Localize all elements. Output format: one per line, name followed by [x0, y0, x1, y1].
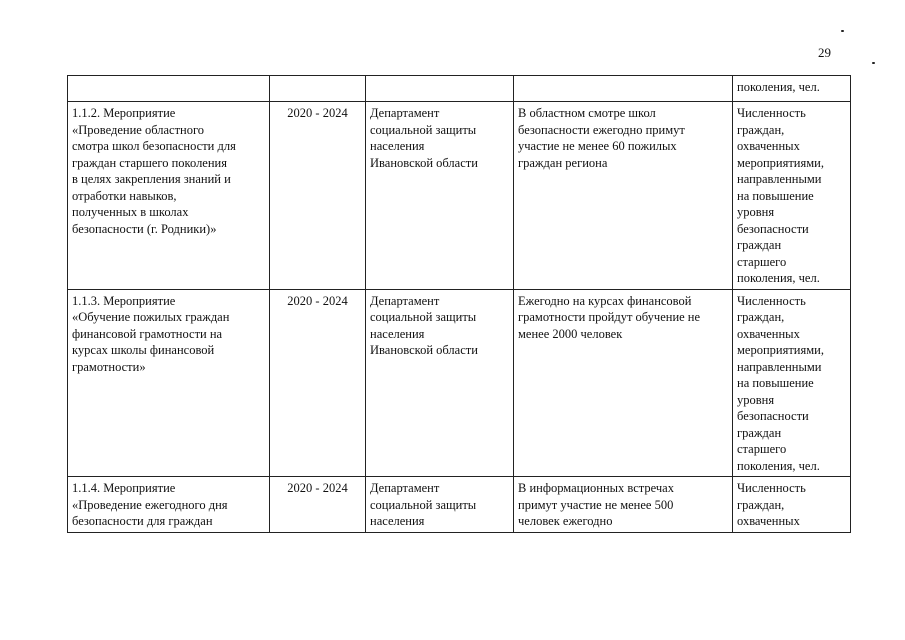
indicator-cell: Численность граждан, охваченных мероприятиями, направленными на повышение уровня безопасности граждан старшего поколения, чел.	[733, 102, 851, 290]
table-row	[68, 102, 851, 290]
result-cell: В областном смотре школ безопасности ежегодно примут участие не менее 60 пожилых граждан региона	[514, 102, 733, 290]
result-cell: Ежегодно на курсах финансовой грамотности пройдут обучение не менее 2000 человек	[514, 289, 733, 477]
period-cell: 2020 - 2024	[270, 477, 366, 533]
event-cell: 1.1.3. Мероприятие «Обучение пожилых граждан финансовой грамотности на курсах школы финансовой грамотности»	[68, 289, 270, 477]
page-number: 29	[818, 45, 831, 60]
table-row	[68, 289, 851, 477]
indicator-cell: Численность граждан, охваченных мероприятиями, направленными на повышение уровня безопасности граждан старшего поколения, чел.	[733, 289, 851, 477]
table-row	[68, 76, 851, 102]
period-cell	[270, 76, 366, 102]
result-cell: В информационных встречах примут участие не менее 500 человек ежегодно	[514, 477, 733, 533]
indicator-cell: поколения, чел.	[733, 76, 851, 102]
scan-speck	[872, 62, 875, 64]
executor-cell: Департамент социальной защиты населения Ивановской области	[366, 102, 514, 290]
result-cell	[514, 76, 733, 102]
event-cell: 1.1.2. Мероприятие «Проведение областного смотра школ безопасности для граждан старшего поколения в целях закрепления знаний и отработки навыков, полученных в школах безопасности (г. Родники)»	[68, 102, 270, 290]
executor-cell	[366, 76, 514, 102]
scan-speck	[841, 30, 844, 32]
executor-cell: Департамент социальной защиты населения Ивановской области	[366, 289, 514, 477]
indicator-cell: Численность граждан, охваченных	[733, 477, 851, 533]
event-cell	[68, 76, 270, 102]
period-cell: 2020 - 2024	[270, 102, 366, 290]
program-events-table	[67, 75, 851, 533]
period-cell: 2020 - 2024	[270, 289, 366, 477]
event-cell: 1.1.4. Мероприятие «Проведение ежегодного дня безопасности для граждан	[68, 477, 270, 533]
table-row	[68, 477, 851, 533]
executor-cell: Департамент социальной защиты населения	[366, 477, 514, 533]
